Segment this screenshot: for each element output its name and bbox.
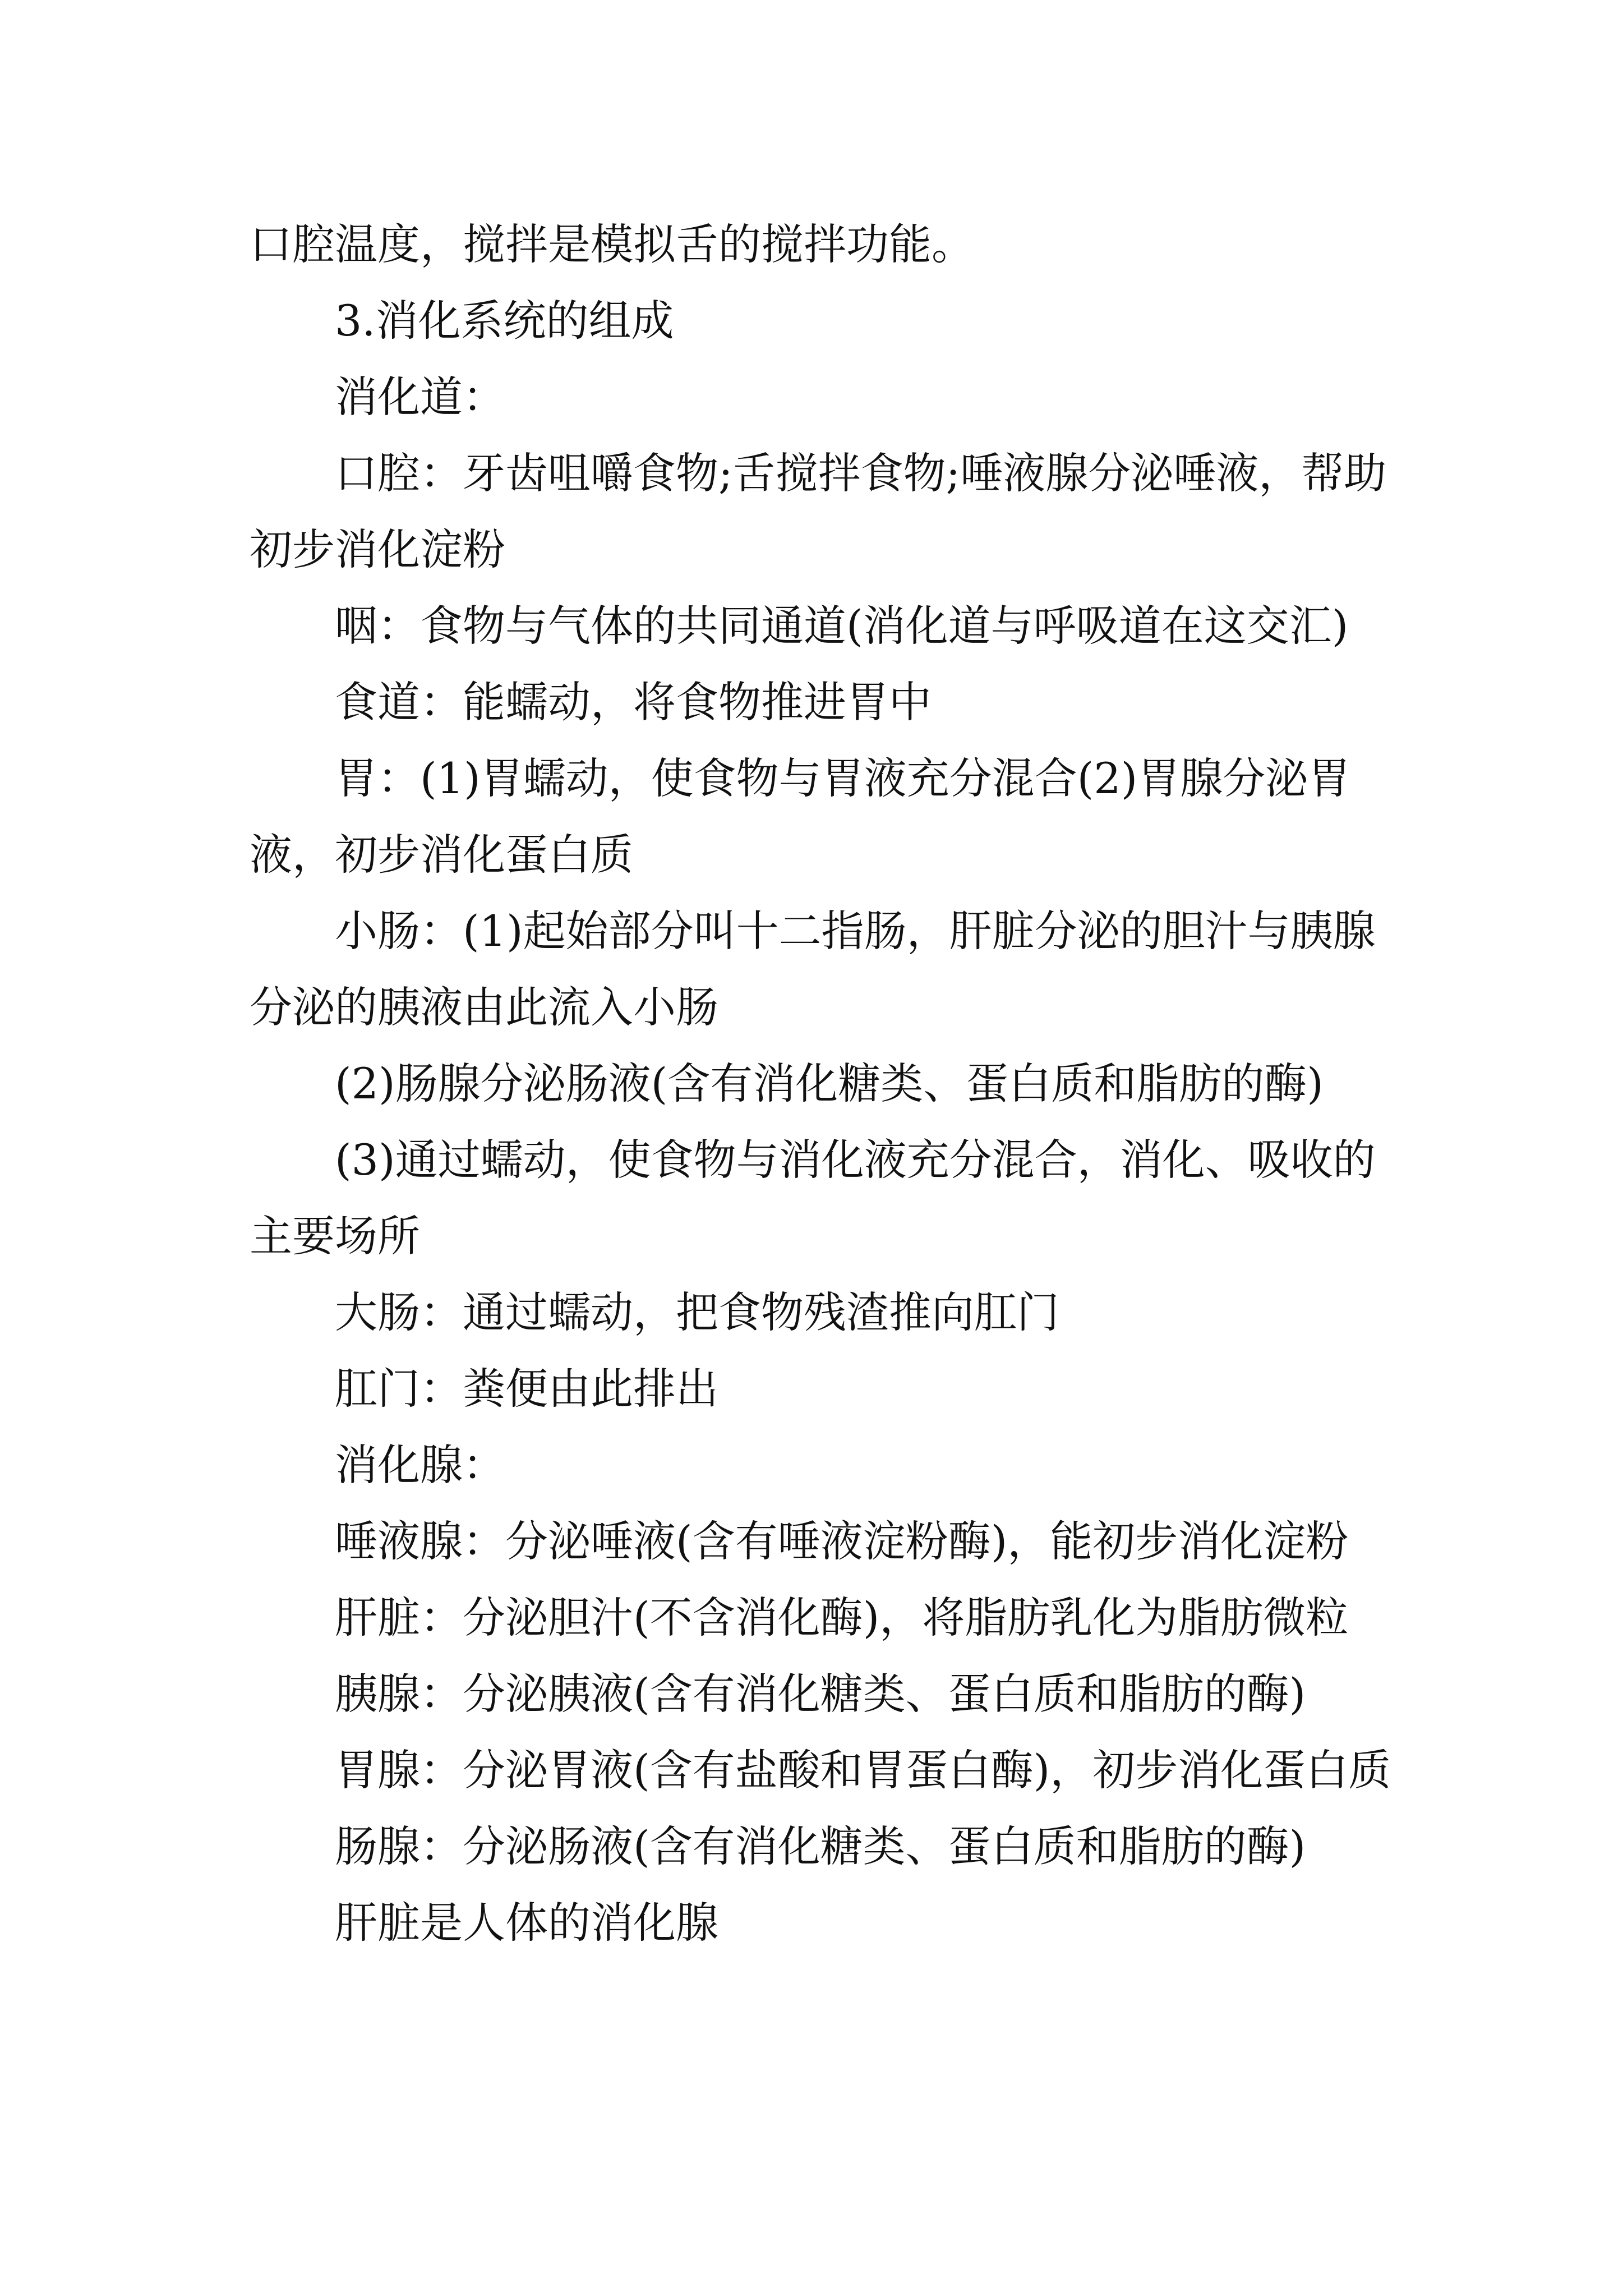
paragraph-salivary-gland: 唾液腺：分泌唾液(含有唾液淀粉酶)，能初步消化淀粉 <box>335 1516 1349 1566</box>
paragraph-large-intestine: 大肠：通过蠕动，把食物残渣推向肛门 <box>335 1287 1059 1337</box>
paragraph-gastric-gland: 胃腺：分泌胃液(含有盐酸和胃蛋白酶)，初步消化蛋白质 <box>335 1745 1391 1795</box>
paragraph-small-intestine-3: (3)通过蠕动，使食物与消化液充分混合，消化、吸收的主要场所 <box>250 1135 1376 1261</box>
paragraph-small-intestine: 小肠：(1)起始部分叫十二指肠，肝脏分泌的胆汁与胰腺分泌的胰液由此流入小肠 <box>250 906 1376 1032</box>
paragraph-stomach: 胃：(1)胃蠕动，使食物与胃液充分混合(2)胃腺分泌胃液，初步消化蛋白质 <box>250 753 1351 880</box>
subheading-digestive-glands: 消化腺： <box>335 1440 505 1490</box>
paragraph-mouth: 口腔：牙齿咀嚼食物;舌搅拌食物;唾液腺分泌唾液，帮助初步消化淀粉 <box>250 448 1387 574</box>
paragraph-liver: 肝脏：分泌胆汁(不含消化酶)，将脂肪乳化为脂肪微粒 <box>335 1593 1349 1642</box>
paragraph-intestinal-gland: 肠腺：分泌肠液(含有消化糖类、蛋白质和脂肪的酶) <box>335 1821 1306 1871</box>
paragraph-esophagus: 食道：能蠕动，将食物推进胃中 <box>335 677 932 727</box>
paragraph-liver-note: 肝脏是人体的消化腺 <box>335 1898 718 1948</box>
document-body <box>250 206 1394 1961</box>
subheading-digestive-tract: 消化道： <box>335 372 505 422</box>
paragraph-pancreas: 胰腺：分泌胰液(含有消化糖类、蛋白质和脂肪的酶) <box>335 1669 1306 1719</box>
paragraph-small-intestine-2: (2)肠腺分泌肠液(含有消化糖类、蛋白质和脂肪的酶) <box>335 1059 1324 1108</box>
section-heading: 3.消化系统的组成 <box>335 296 674 346</box>
paragraph: 口腔温度，搅拌是模拟舌的搅拌功能。 <box>250 219 974 269</box>
paragraph-anus: 肛门：粪便由此排出 <box>335 1364 718 1414</box>
paragraph-pharynx: 咽：食物与气体的共同通道(消化道与呼吸道在这交汇) <box>335 601 1349 651</box>
